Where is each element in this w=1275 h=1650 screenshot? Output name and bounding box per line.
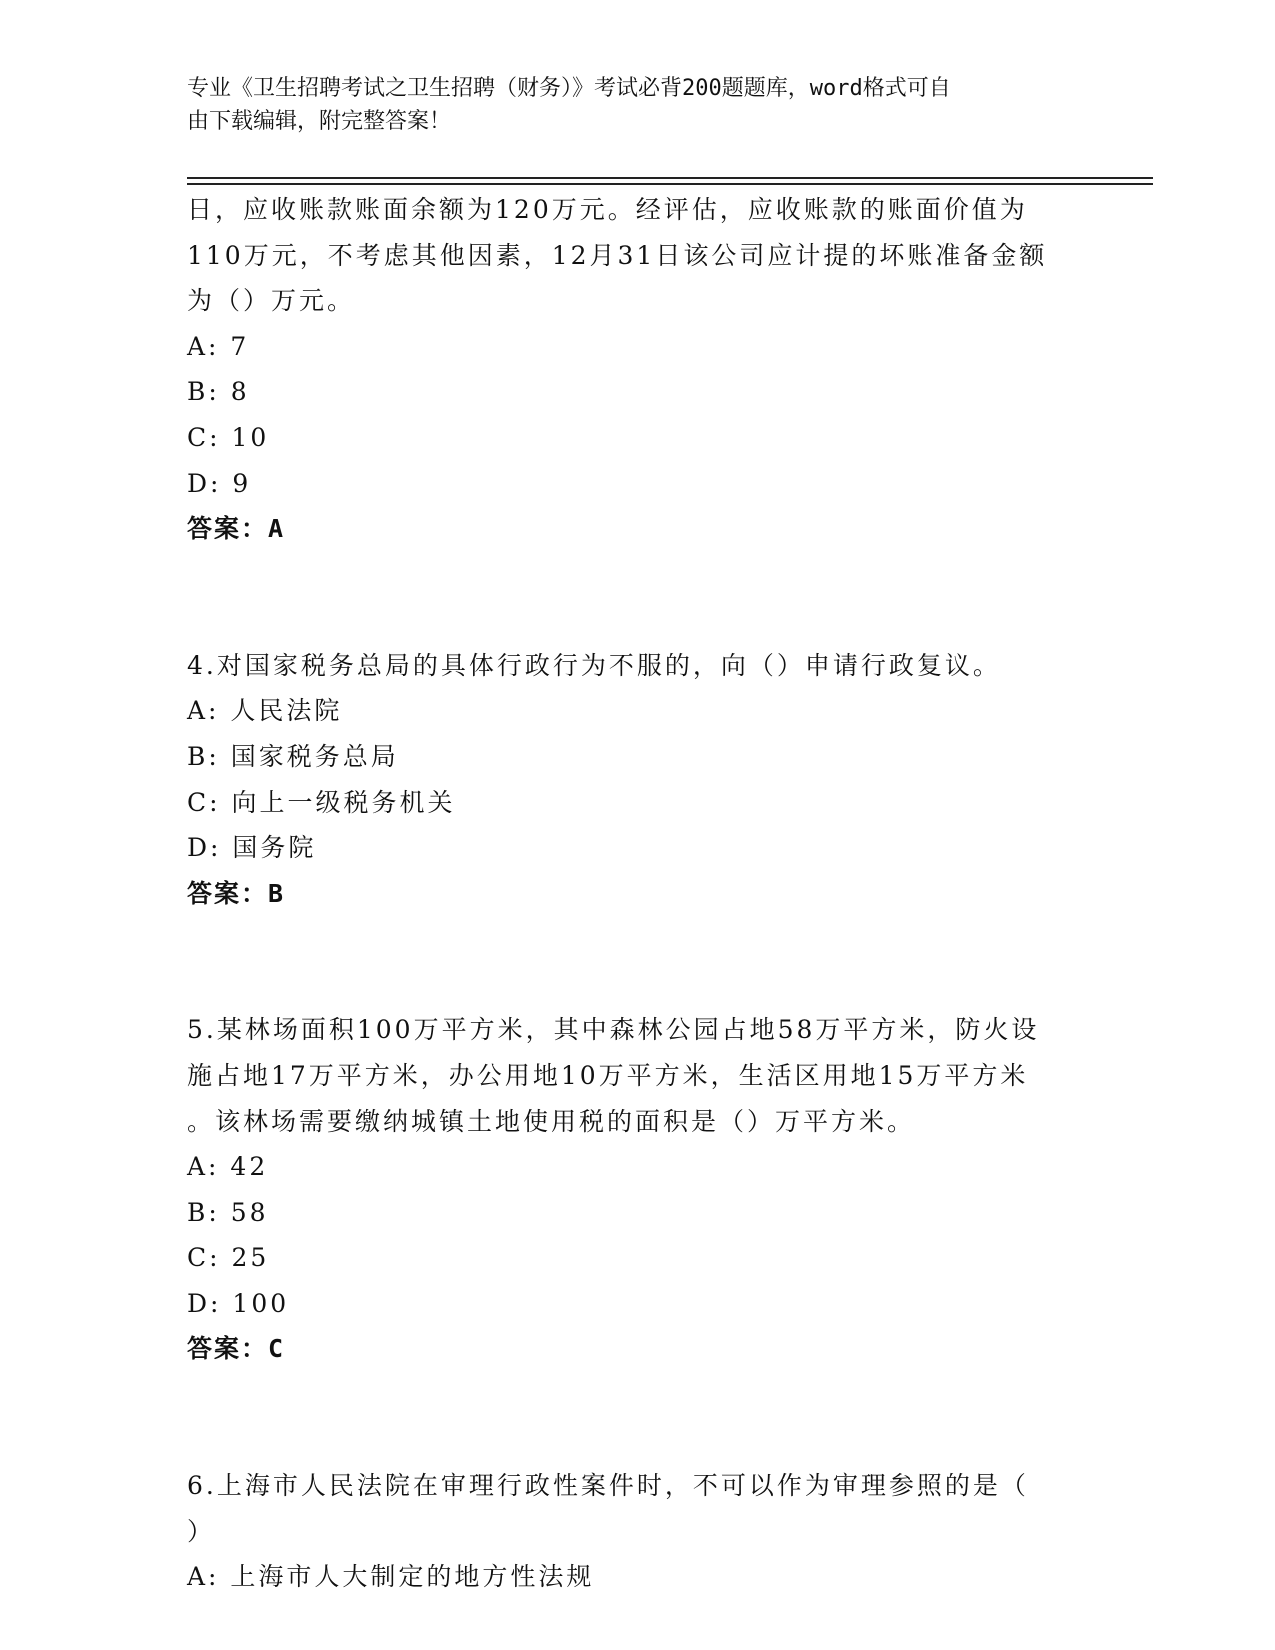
question-4 (187, 643, 1087, 917)
option-a: A: 人民法院 (187, 696, 343, 726)
option-b: B: 国家税务总局 (187, 741, 399, 771)
option-a: A: 7 (187, 331, 250, 361)
question-text-line: 施占地17万平方米，办公用地10万平方米，生活区用地15万平方米 (187, 1060, 1029, 1090)
answer-line: 答案：A (187, 514, 286, 544)
question-text-line: 5.某林场面积100万平方米，其中森林公园占地58万平方米，防火设 (187, 1015, 1040, 1045)
option-c: C: 25 (187, 1243, 270, 1273)
question-3 (187, 187, 1087, 552)
option-b: B: 8 (187, 377, 250, 407)
answer-line: 答案：C (187, 1334, 286, 1364)
header-divider-top (187, 177, 1153, 179)
option-d: D: 国务院 (187, 833, 317, 863)
question-text-line: 6.上海市人民法院在审理行政性案件时，不可以作为审理参照的是（ (187, 1471, 1029, 1501)
option-d: D: 100 (187, 1288, 290, 1318)
question-5 (187, 1007, 1087, 1372)
option-a: A: 42 (187, 1152, 269, 1182)
question-text-line: 4.对国家税务总局的具体行政行为不服的，向（）申请行政复议。 (187, 650, 1001, 680)
option-d: D: 9 (187, 468, 252, 498)
question-spacer (187, 552, 1087, 643)
option-c: C: 向上一级税务机关 (187, 787, 456, 817)
document-header (187, 72, 1087, 138)
answer-line: 答案：B (187, 878, 286, 908)
question-text-line: 110万元，不考虑其他因素，12月31日该公司应计提的坏账准备金额 (187, 240, 1048, 270)
question-text-line: 日，应收账款账面余额为120万元。经评估，应收账款的账面价值为 (187, 195, 1028, 224)
header-title-line-1: 专业《卫生招聘考试之卫生招聘（财务）》考试必背200题题库，word格式可自 (187, 76, 951, 101)
question-text-line: ） (187, 1516, 216, 1546)
header-divider-bottom (187, 183, 1153, 185)
question-text-line: 。该林场需要缴纳城镇土地使用税的面积是（）万平方米。 (187, 1106, 916, 1136)
question-list (187, 187, 1087, 1600)
option-b: B: 58 (187, 1197, 269, 1227)
option-a: A: 上海市人大制定的地方性法规 (187, 1562, 595, 1592)
question-spacer (187, 916, 1087, 1007)
question-text-line: 为（）万元。 (187, 286, 356, 316)
question-spacer (187, 1372, 1087, 1463)
option-c: C: 10 (187, 422, 270, 452)
question-6 (187, 1463, 1087, 1600)
header-title-line-2: 由下载编辑，附完整答案！ (187, 109, 452, 134)
